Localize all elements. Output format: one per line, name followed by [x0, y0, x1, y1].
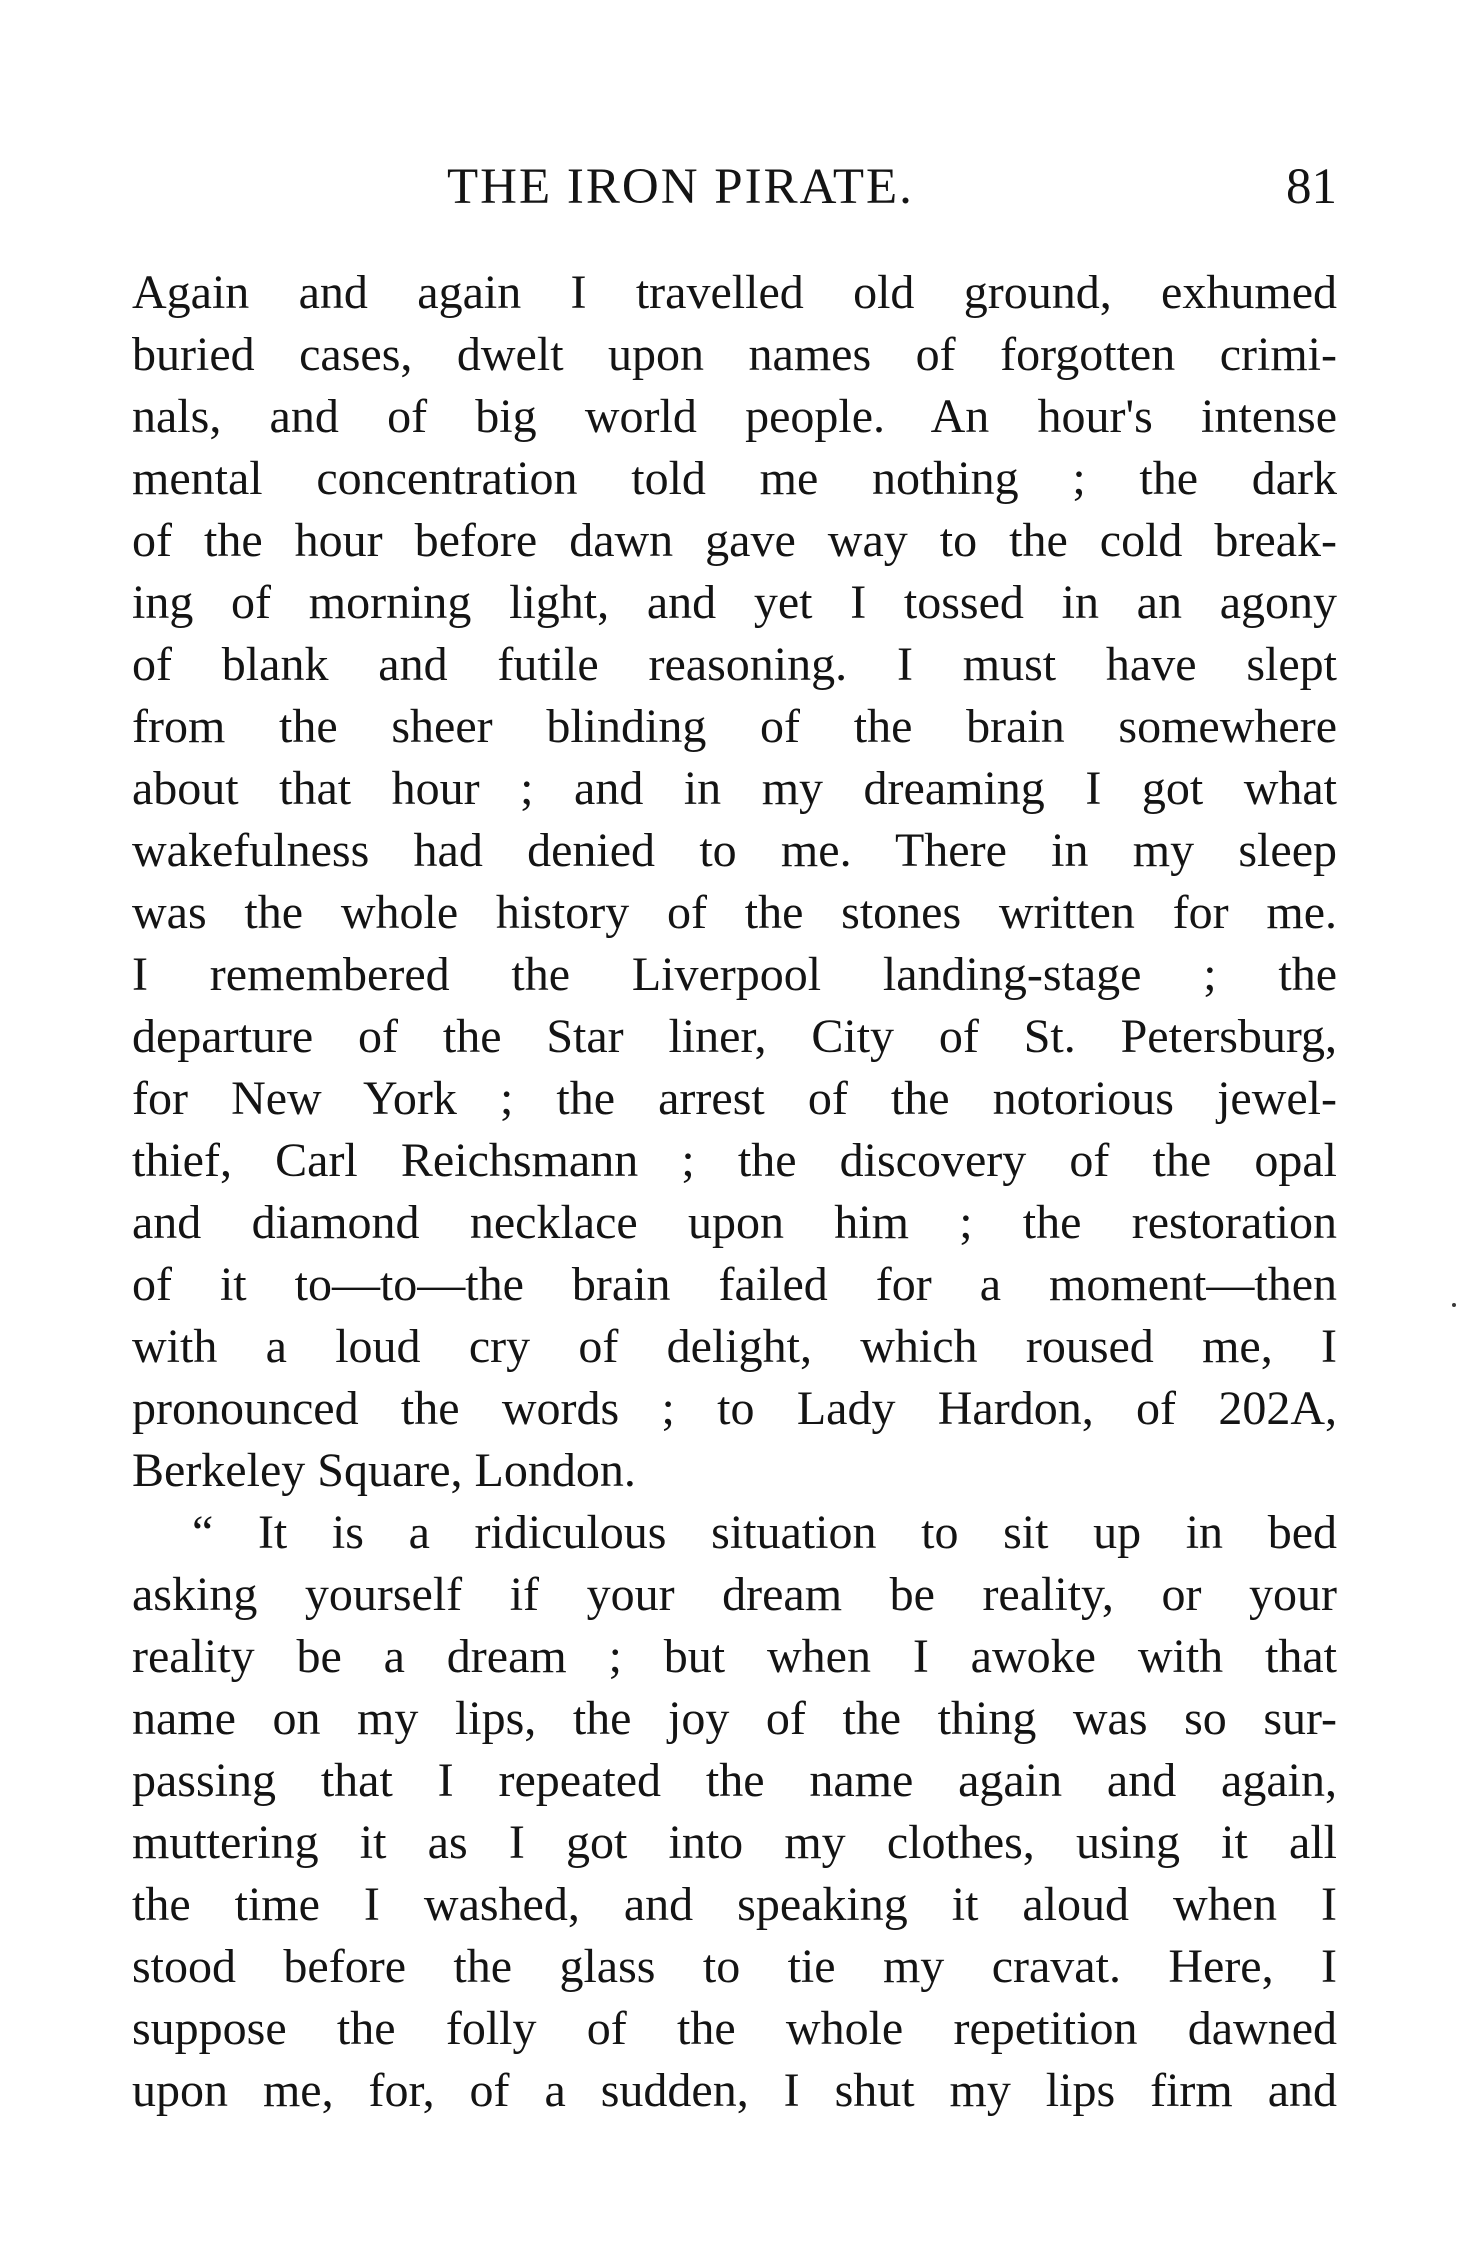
body-text: [132, 262, 1337, 2122]
text-line: “ It is a ridiculous situation to sit up in bed: [192, 1506, 1337, 1559]
text-line: wakefulness had denied to me. There in my sleep: [132, 824, 1337, 877]
text-line: stood before the glass to tie my cravat. Here, I: [132, 1940, 1337, 1993]
running-title: THE IRON PIRATE.: [447, 159, 914, 215]
text-line: muttering it as I got into my clothes, using it all: [132, 1816, 1337, 1869]
text-line: the time I washed, and speaking it aloud when I: [132, 1878, 1337, 1931]
text-line: about that hour ; and in my dreaming I got what: [132, 762, 1337, 815]
text-line: Berkeley Square, London.: [132, 1444, 636, 1497]
text-line: upon me, for, of a sudden, I shut my lips firm and: [132, 2064, 1337, 2117]
paragraph-2: [132, 1502, 1337, 2122]
text-line: departure of the Star liner, City of St. Petersburg,: [132, 1010, 1337, 1063]
paragraph-1: [132, 262, 1337, 1502]
text-line: for New York ; the arrest of the notorious jewel-: [132, 1072, 1337, 1125]
text-line: with a loud cry of delight, which roused me, I: [132, 1320, 1337, 1373]
text-line: passing that I repeated the name again and again,: [132, 1754, 1337, 1807]
text-line: of blank and futile reasoning. I must have slept: [132, 638, 1337, 691]
text-line: suppose the folly of the whole repetition dawned: [132, 2002, 1337, 2055]
text-line: was the whole history of the stones written for me.: [132, 886, 1337, 939]
text-line: nals, and of big world people. An hour's intense: [132, 390, 1337, 443]
running-head: [132, 152, 1337, 222]
text-line: reality be a dream ; but when I awoke with that: [132, 1630, 1337, 1683]
text-line: mental concentration told me nothing ; the dark: [132, 452, 1337, 505]
text-line: pronounced the words ; to Lady Hardon, of 202A,: [132, 1382, 1337, 1435]
text-line: thief, Carl Reichsmann ; the discovery of the opal: [132, 1134, 1337, 1187]
text-line: buried cases, dwelt upon names of forgotten crimi-: [132, 328, 1337, 381]
text-line: of the hour before dawn gave way to the cold break-: [132, 514, 1337, 567]
text-line: of it to—to—the brain failed for a moment—then: [132, 1258, 1337, 1311]
text-line: asking yourself if your dream be reality, or your: [132, 1568, 1337, 1621]
text-line: name on my lips, the joy of the thing was so sur-: [132, 1692, 1337, 1745]
ink-speck: [1452, 1303, 1456, 1307]
text-line: I remembered the Liverpool landing-stage ; the: [132, 948, 1337, 1001]
text-line: from the sheer blinding of the brain somewhere: [132, 700, 1337, 753]
text-line: and diamond necklace upon him ; the restoration: [132, 1196, 1337, 1249]
text-line: ing of morning light, and yet I tossed in an agony: [132, 576, 1337, 629]
text-line: Again and again I travelled old ground, exhumed: [132, 266, 1337, 319]
page-number: 81: [1286, 159, 1337, 215]
